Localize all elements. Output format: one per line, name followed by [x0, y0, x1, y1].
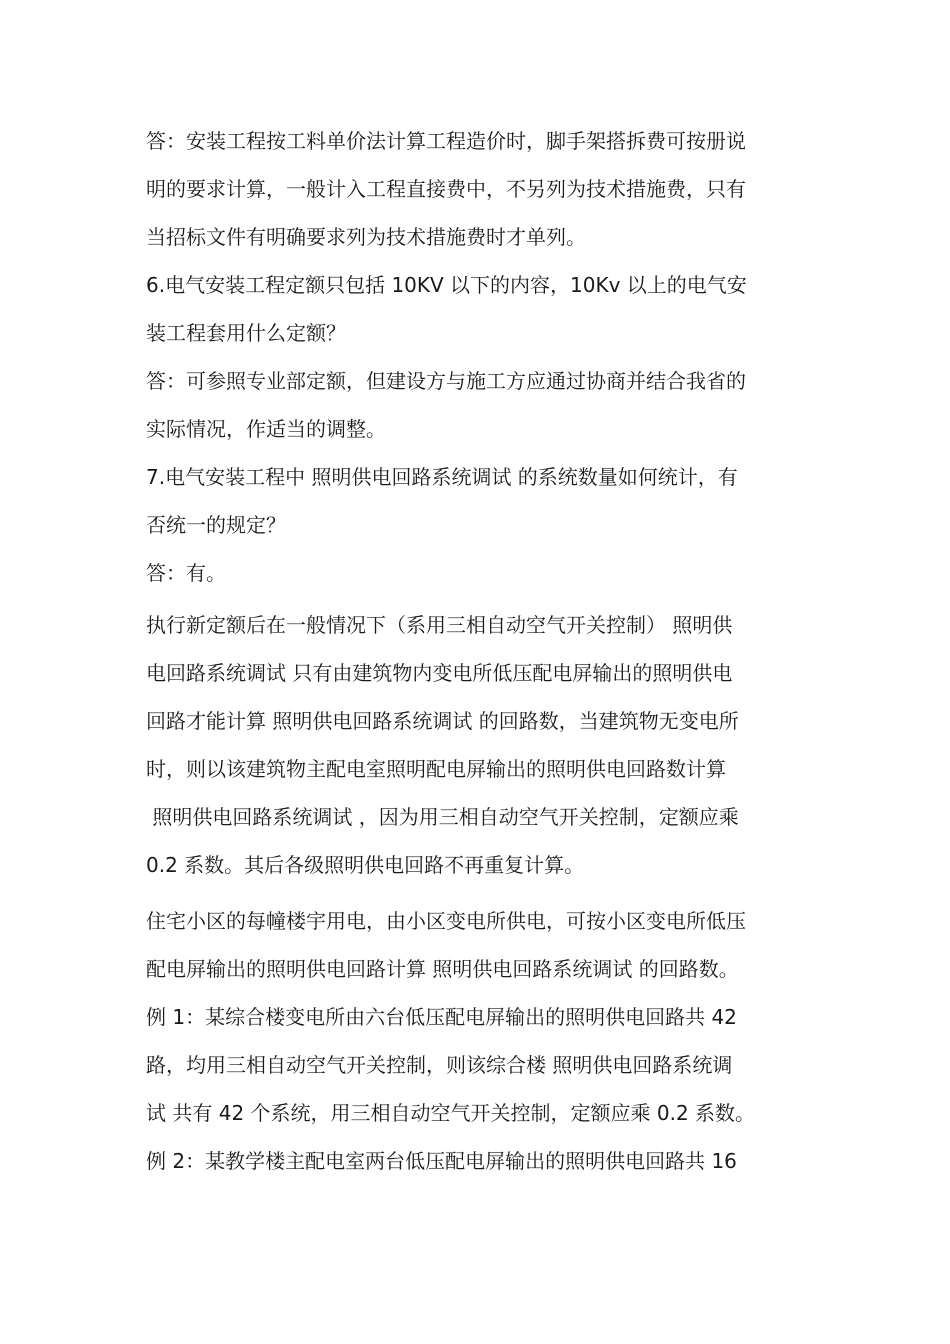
text-line: 例 1：某综合楼变电所由六台低压配电屏输出的照明供电回路共 42 [146, 1005, 737, 1029]
paragraph-example-2 [146, 1137, 826, 1185]
text-line: 明的要求计算，一般计入工程直接费中，不另列为技术措施费，只有 [146, 177, 746, 201]
text-line: 7.电气安装工程中 照明供电回路系统调试 的系统数量如何统计，有 [146, 465, 738, 489]
paragraph-answer-6 [146, 357, 826, 453]
text-line: 试 共有 42 个系统，用三相自动空气开关控制，定额应乘 0.2 系数。 [146, 1101, 756, 1125]
text-line: 路，均用三相自动空气开关控制，则该综合楼 照明供电回路系统调 [146, 1053, 733, 1077]
text-line: 电回路系统调试 只有由建筑物内变电所低压配电屏输出的照明供电 [146, 661, 733, 685]
paragraph-question-6 [146, 261, 826, 357]
paragraph-example-1 [146, 993, 826, 1137]
text-line: 实际情况，作适当的调整。 [146, 417, 386, 441]
text-line: 答：有。 [146, 561, 226, 585]
text-line: 6.电气安装工程定额只包括 10KV 以下的内容，10Kv 以上的电气安 [146, 273, 747, 297]
text-line: 时，则以该建筑物主配电室照明配电屏输出的照明供电回路数计算 [146, 757, 726, 781]
text-line: 装工程套用什么定额？ [146, 321, 346, 345]
text-line: 配电屏输出的照明供电回路计算 照明供电回路系统调试 的回路数。 [146, 957, 739, 981]
text-line: 否统一的规定？ [146, 513, 286, 537]
text-line: 答：安装工程按工料单价法计算工程造价时，脚手架搭拆费可按册说 [146, 129, 746, 153]
paragraph-explanation [146, 601, 826, 889]
text-line: 照明供电回路系统调试 ，因为用三相自动空气开关控制，定额应乘 [146, 805, 739, 829]
text-line: 例 2：某教学楼主配电室两台低压配电屏输出的照明供电回路共 16 [146, 1149, 737, 1173]
paragraph-answer-7 [146, 549, 826, 597]
text-line: 回路才能计算 照明供电回路系统调试 的回路数，当建筑物无变电所 [146, 709, 739, 733]
text-line: 答：可参照专业部定额，但建设方与施工方应通过协商并结合我省的 [146, 369, 746, 393]
paragraph-answer-scaffolding [146, 117, 826, 261]
paragraph-question-7 [146, 453, 826, 549]
document-page [146, 117, 826, 1185]
text-line: 0.2 系数。其后各级照明供电回路不再重复计算。 [146, 853, 585, 877]
paragraph-residential [146, 897, 826, 993]
text-line: 当招标文件有明确要求列为技术措施费时才单列。 [146, 225, 586, 249]
text-line: 执行新定额后在一般情况下（系用三相自动空气开关控制） 照明供 [146, 613, 733, 637]
text-line: 住宅小区的每幢楼宇用电，由小区变电所供电，可按小区变电所低压 [146, 909, 746, 933]
